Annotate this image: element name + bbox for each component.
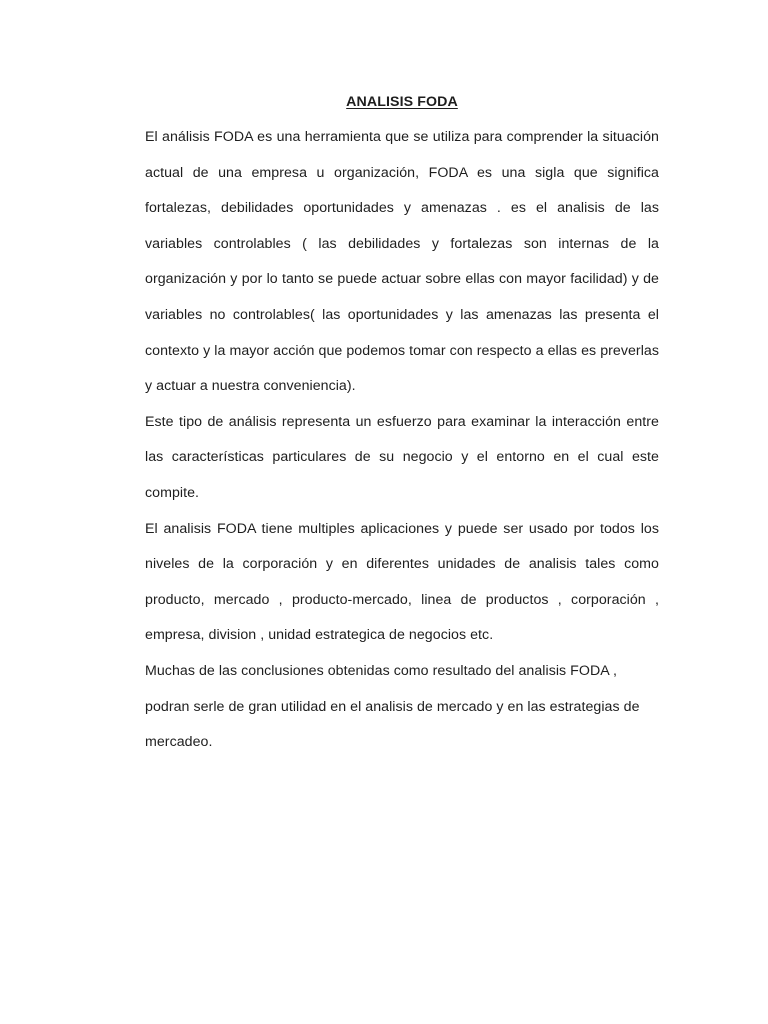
paragraph-4: Muchas de las conclusiones obtenidas como resultado del analisis FODA , podran serle de gran utilidad en el analisis de mercado y en las estrategias de mercadeo. <box>145 662 640 751</box>
document-title <box>145 92 659 120</box>
document-title-text: ANALISIS FODA <box>346 94 458 110</box>
document-body <box>145 92 659 761</box>
paragraph-1: El análisis FODA es una herramienta que se utiliza para comprender la situación actual de una empresa u organización, FODA es una sigla que significa fortalezas, debilidades oportunidades y amenazas . es el analisis de las variables controlables ( las debilidades y fortalezas son internas de la organización y por lo tanto se puede actuar sobre ellas con mayor facilidad) y de variables no controlables( las oportunidades y las amenazas las presenta el contexto y la mayor acción que podemos tomar con respecto a ellas es preverlas y actuar a nuestra conveniencia). <box>145 129 659 395</box>
paragraph-3: El analisis FODA tiene multiples aplicaciones y puede ser usado por todos los niveles de la corporación y en diferentes unidades de analisis tales como producto, mercado , producto-mercado, linea de productos , corporación , empresa, division , unidad estrategica de negocios etc. <box>145 520 659 644</box>
paragraph-2: Este tipo de análisis representa un esfuerzo para examinar la interacción entre las características particulares de su negocio y el entorno en el cual este compite. <box>145 413 659 501</box>
